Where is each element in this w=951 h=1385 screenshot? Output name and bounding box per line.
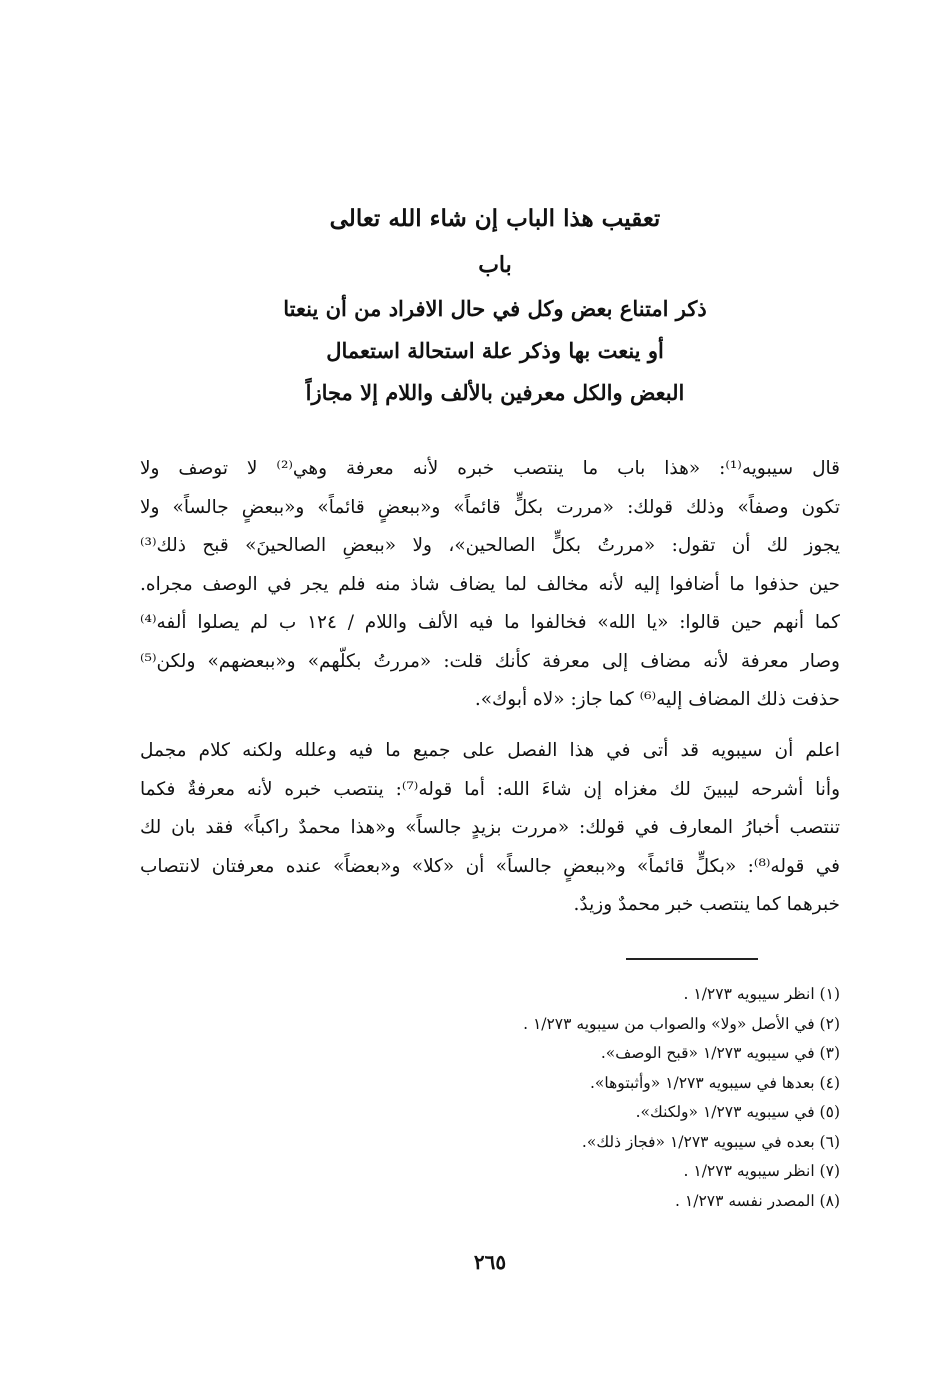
footnote-item: (٧) انظر سيبويه ١/٢٧٣ . (683, 1162, 840, 1180)
text-line: اعلم أن سيبويه قد أتى في هذا الفصل على جميع ما فيه وعلله ولكنه كلام مجمل (140, 740, 840, 761)
subtitle-line: ذكر امتناع بعض وكل في حال الافراد من أن ينعتا (283, 296, 707, 321)
footnote-item: (٥) في سيبويه ١/٢٧٣ «ولكنك». (635, 1103, 840, 1121)
text-line: خبرهما كما ينتصب خبر محمدٌ وزيدٌ. (573, 894, 840, 915)
text-line: تكون وصفاً» وذلك قولك: «مررت بكلٍّ قائماً» و«ببعضٍ قائماً» و«ببعضٍ جالساً» ولا (140, 496, 840, 518)
text-line: تنتصب أخبارُ المعارف في قولك: «مررت بزيدٍ جالساً» و«هذا محمدٌ راكباً» فقد بان لك (140, 817, 840, 838)
text-line: حذفت ذلك المضاف إليه⁽⁶⁾ كما جاز: «لاه أبوك». (474, 689, 840, 710)
section-subtitle (150, 288, 840, 414)
text-line: يجوز لك أن تقول: «مررتُ بكلٍّ الصالحين»، ولا «ببعضِ الصالحينَ» قبح ذلك⁽³⁾ (140, 535, 840, 556)
subtitle-line: البعض والكل معرفين بالألف واللام إلا مجازاً (305, 380, 685, 405)
text-line: قال سيبويه⁽¹⁾: «هذا باب ما ينتصب خبره لأنه معرفة وهي⁽²⁾ لا توصف ولا (140, 458, 840, 479)
section-label: باب (478, 252, 512, 278)
subtitle-line: أو ينعت بها وذكر علة استحالة استعمال (326, 338, 664, 363)
footnote-separator (626, 958, 758, 960)
footnote-item: (٢) في الأصل «ولا» والصواب من سيبويه ١/٢٧٣ . (523, 1014, 840, 1033)
text-line: حين حذفوا ما أضافوا إليه لأنه مخالف لما يضاف شاذ منه فلم يجر في الوصف مجراه. (140, 573, 840, 595)
page-number: ٢٦٥ (473, 1250, 507, 1274)
paragraph-2 (140, 732, 840, 925)
paragraph-1 (140, 450, 840, 720)
text-line: وصار معرفة لأنه مضاف إلى معرفة كأنك قلت: «مررتُ بكلّهم» و«ببعضهم» ولكن⁽⁵⁾ (140, 650, 840, 672)
chapter-title: تعقيب هذا الباب إن شاء الله تعالى (329, 205, 661, 232)
text-line: كما أنهم حين قالوا: «يا الله» فخالفوا ما فيه الألف واللام / ١٢٤ ب لم يصلوا ألفه⁽⁴⁾ (140, 612, 840, 633)
footnote-item: (٦) بعده في سيبويه ١/٢٧٣ «فجاز ذلك». (581, 1132, 840, 1151)
footnote-item: (١) انظر سيبويه ١/٢٧٣ . (683, 985, 840, 1003)
text-line: في قوله⁽⁸⁾: «بكلٍّ قائماً» و«ببعضٍ جالساً» أن «كلا» و«بعضاً» عنده معرفتان لانتصاب (140, 855, 840, 877)
footnotes (300, 980, 840, 1216)
footnote-item: (٨) المصدر نفسه ١/٢٧٣ . (675, 1191, 840, 1210)
footnote-item: (٣) في سيبويه ١/٢٧٣ «قبح الوصف». (600, 1044, 840, 1062)
footnote-item: (٤) بعدها في سيبويه ١/٢٧٣ «وأثبتوها». (590, 1073, 840, 1092)
text-line: وأنا أشرحه ليبينَ لك مغزاه إن شاءَ الله: أما قوله⁽⁷⁾: ينتصب خبره لأنه معرفةٌ فكما (140, 778, 840, 800)
